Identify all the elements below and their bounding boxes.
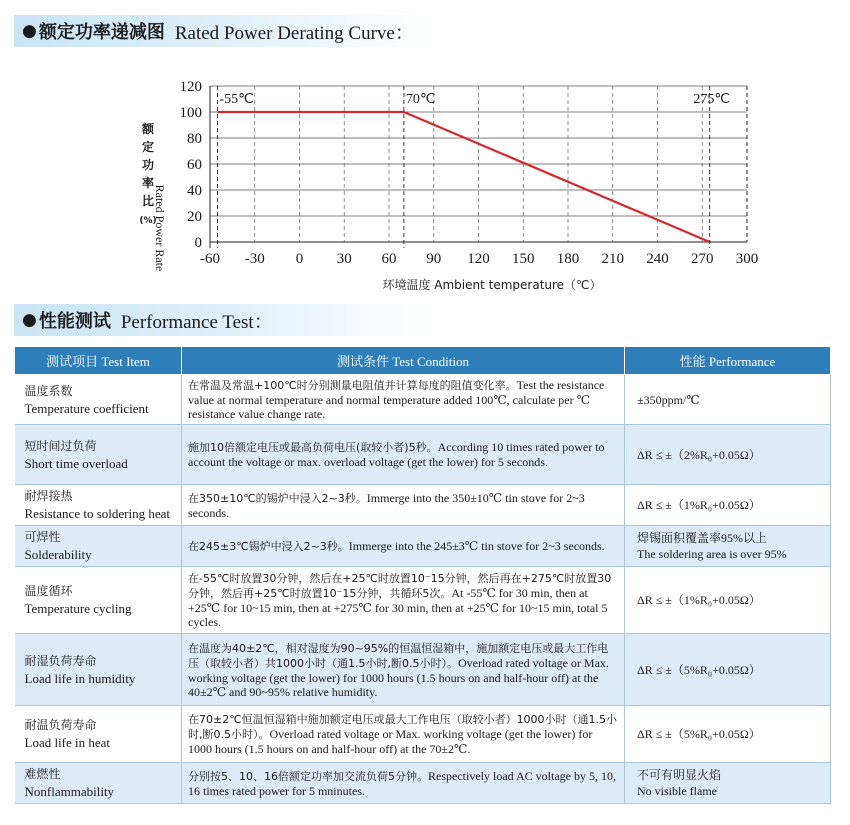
test-item-en: Load life in humidity [24, 670, 136, 686]
y-tick-label: 0 [194, 235, 202, 251]
x-tick-label: 300 [735, 251, 759, 267]
table-row [15, 526, 831, 567]
derating-curve-header [14, 15, 434, 47]
table-row [15, 706, 831, 763]
performance-cell [625, 526, 831, 567]
test-condition-cell [182, 526, 625, 567]
test-item-en: Temperature cycling [24, 601, 132, 616]
test-item-cell [15, 634, 182, 706]
header-test-condition: 测试条件 Test Condition [182, 347, 625, 375]
y-axis-label-zh-char: 率 [141, 176, 155, 190]
y-tick-label: 100 [179, 105, 202, 121]
test-item-cell [15, 375, 182, 425]
test-condition-en: Immerge into the 245±3℃ tin stove for 2~3 seconds. [348, 538, 605, 553]
test-item-zh: 耐湿负荷寿命 [24, 653, 97, 668]
chart-grid [210, 86, 747, 242]
test-condition-cell [182, 706, 625, 763]
x-tick-label: -30 [244, 251, 265, 267]
y-axis-label-en: Rated Power Rate [153, 184, 167, 272]
table-row [15, 485, 831, 526]
y-tick-label: 40 [187, 183, 202, 199]
derating-title-en: Rated Power Derating Curve： [174, 22, 414, 44]
x-tick-label: -60 [200, 251, 220, 267]
y-axis-label-zh-char: 额 [141, 122, 155, 136]
y-axis-label-zh-char: 比 [141, 194, 155, 208]
x-tick-label: 150 [512, 251, 535, 267]
test-condition-zh: 在245±3℃锡炉中浸入2~3秒。 [188, 539, 349, 553]
performance-value: 焊锡面积覆盖率95%以上 [637, 531, 767, 545]
x-tick-label: 180 [556, 251, 580, 267]
x-tick-label: 30 [336, 251, 352, 267]
header-test-item: 测试项目 Test Item [15, 347, 182, 375]
performance-value-en: No visible flame [637, 784, 717, 798]
performance-test-header [14, 304, 434, 336]
table-body [15, 375, 831, 804]
performance-title-zh: 性能测试 [38, 311, 111, 332]
performance-cell [625, 485, 831, 526]
chart-markers [217, 86, 730, 248]
test-item-en: Short time overload [24, 455, 128, 471]
performance-value: 不可有明显火焰 [637, 768, 722, 782]
header-performance: 性能 Performance [625, 347, 831, 375]
test-item-zh: 耐焊接热 [24, 489, 73, 503]
marker-label: 275℃ [693, 92, 731, 107]
y-axis-label-zh-char: 功 [141, 158, 155, 172]
test-item-zh: 温度系数 [24, 383, 73, 398]
y-axis-label-zh-char: (%) [139, 216, 157, 226]
test-condition-en: Respectively load AC voltage by 5, 10, 16 times rated power for 5 mninutes. [188, 768, 616, 798]
test-condition-en: At -55℃ for 30 min, then at +25℃ for 10~15 min, then at +275℃ for 30 min, then at +25℃ for 10~15 min, total 5 cycles. [188, 586, 608, 629]
test-item-cell [15, 763, 182, 804]
test-condition-zh: 在-55℃时放置30分钟，然后在+25℃时放置10⁻15分钟，然后再在+275℃时放置30分钟，然后再+25℃时放置10⁻15分钟，共循环5次。 [188, 572, 612, 600]
bullet-icon: ● [22, 310, 37, 330]
test-item-cell [15, 425, 182, 485]
performance-table [14, 346, 831, 804]
test-condition-cell [182, 485, 625, 526]
test-condition-en: Overload rated voltage or Max. working voltage (get the lower) for 1000 hours (1.5 hours on and half-hour off) at the 40±2℃ and 90~95% relative humidity. [188, 655, 609, 699]
test-condition-zh: 在70±2℃恒温恒湿箱中施加额定电压或最大工作电压（取较小者）1000小时（通1.5小时,断0.5小时）。 [188, 713, 618, 741]
table-row [15, 375, 831, 425]
y-tick-label: 60 [187, 157, 202, 173]
performance-cell [625, 763, 831, 804]
x-tick-label: 90 [426, 251, 442, 267]
x-tick-label: 240 [646, 251, 669, 267]
x-tick-label: 120 [467, 251, 490, 267]
test-item-zh: 温度循环 [24, 584, 73, 598]
table-row [15, 763, 831, 804]
performance-title-en: Performance Test： [120, 311, 273, 333]
table-row [15, 425, 831, 485]
test-item-cell [15, 706, 182, 763]
test-condition-cell [182, 634, 625, 706]
performance-cell [625, 375, 831, 425]
x-tick-label: 0 [295, 251, 304, 267]
performance-value: ±350ppm/℃ [637, 392, 700, 407]
test-condition-en: Immerge into the 350±10℃ tin stove for 2~3 seconds. [188, 490, 585, 520]
test-item-zh: 短时间过负荷 [24, 438, 97, 453]
test-condition-cell [182, 763, 625, 804]
test-condition-zh: 分别按5、10、16倍额定功率加交流负荷5分钟。 [188, 769, 428, 783]
performance-cell [625, 634, 831, 706]
test-item-en: Nonflammability [24, 784, 115, 799]
test-condition-cell [182, 567, 625, 634]
y-tick-label: 80 [187, 131, 202, 147]
test-item-cell [15, 485, 182, 526]
derating-chart [0, 60, 850, 310]
table-header-row [15, 347, 831, 375]
test-item-en: Solderability [24, 547, 92, 562]
test-condition-cell [182, 425, 625, 485]
test-condition-zh: 在350±10℃的锡炉中浸入2~3秒。 [188, 491, 367, 505]
test-condition-zh: 施加10倍额定电压或最高负荷电压(取较小者)5秒。 [188, 441, 438, 454]
test-item-en: Temperature coefficient [24, 400, 149, 416]
x-axis-label: 环境温度 Ambient temperature（℃） [382, 278, 602, 292]
performance-cell [625, 567, 831, 634]
test-item-en: Load life in heat [24, 735, 111, 750]
performance-cell [625, 706, 831, 763]
test-item-zh: 难燃性 [24, 767, 61, 781]
test-condition-zh: 在常温及常温+100℃时分别测量电阻值并计算每度的阻值变化率。 [188, 379, 517, 392]
table-row [15, 567, 831, 634]
chart-ticks [180, 79, 759, 267]
test-item-en: Resistance to soldering heat [24, 506, 170, 521]
performance-cell [625, 425, 831, 485]
test-condition-en: According 10 times rated power to account the voltage or max. overload voltage (get the lower) for 5 seconds. [188, 440, 605, 469]
performance-value: ΔR ≤ ±（5%R₀+0.05Ω） [637, 727, 761, 741]
x-tick-label: 60 [381, 251, 397, 267]
marker-label: 70℃ [405, 92, 436, 107]
table-row [15, 634, 831, 706]
performance-value: ΔR ≤ ±（5%R₀+0.05Ω） [637, 662, 761, 677]
test-condition-en: Test the resistance value at normal temperature and normal temperature added 100℃, calculate per ℃ resistance value change rate. [188, 378, 605, 421]
chart-series [217, 112, 709, 242]
marker-label: -55℃ [219, 92, 254, 107]
test-item-zh: 耐温负荷寿命 [24, 718, 97, 732]
bullet-icon: ● [22, 21, 37, 41]
test-item-cell [15, 526, 182, 567]
performance-value: ΔR ≤ ±（2%R₀+0.05Ω） [637, 447, 761, 462]
derating-title-zh: 额定功率递减图 [38, 22, 165, 43]
performance-value: ΔR ≤ ±（1%R₀+0.05Ω） [637, 498, 761, 512]
performance-value-en: The soldering area is over 95% [637, 547, 787, 561]
x-tick-label: 270 [691, 251, 714, 267]
x-tick-label: 210 [601, 251, 624, 267]
performance-value: ΔR ≤ ±（1%R₀+0.05Ω） [637, 593, 761, 607]
test-condition-en: Overload rated voltage or Max. working voltage (get the lower) for 1000 hours (1.5 hours on and half-hour off) at the 70±2℃. [188, 727, 593, 756]
test-item-zh: 可焊性 [24, 530, 61, 544]
y-tick-label: 120 [179, 79, 202, 95]
derating-line [217, 112, 709, 242]
test-item-cell [15, 567, 182, 634]
y-axis-label-zh-char: 定 [141, 140, 155, 154]
test-condition-zh: 在温度为40±2℃，相对湿度为90~95%的恒温恒湿箱中，施加额定电压或最大工作电压（取较小者）共1000小时（通1.5小时,断0.5小时）。 [188, 641, 609, 670]
test-condition-cell [182, 375, 625, 425]
y-tick-label: 20 [187, 209, 202, 225]
